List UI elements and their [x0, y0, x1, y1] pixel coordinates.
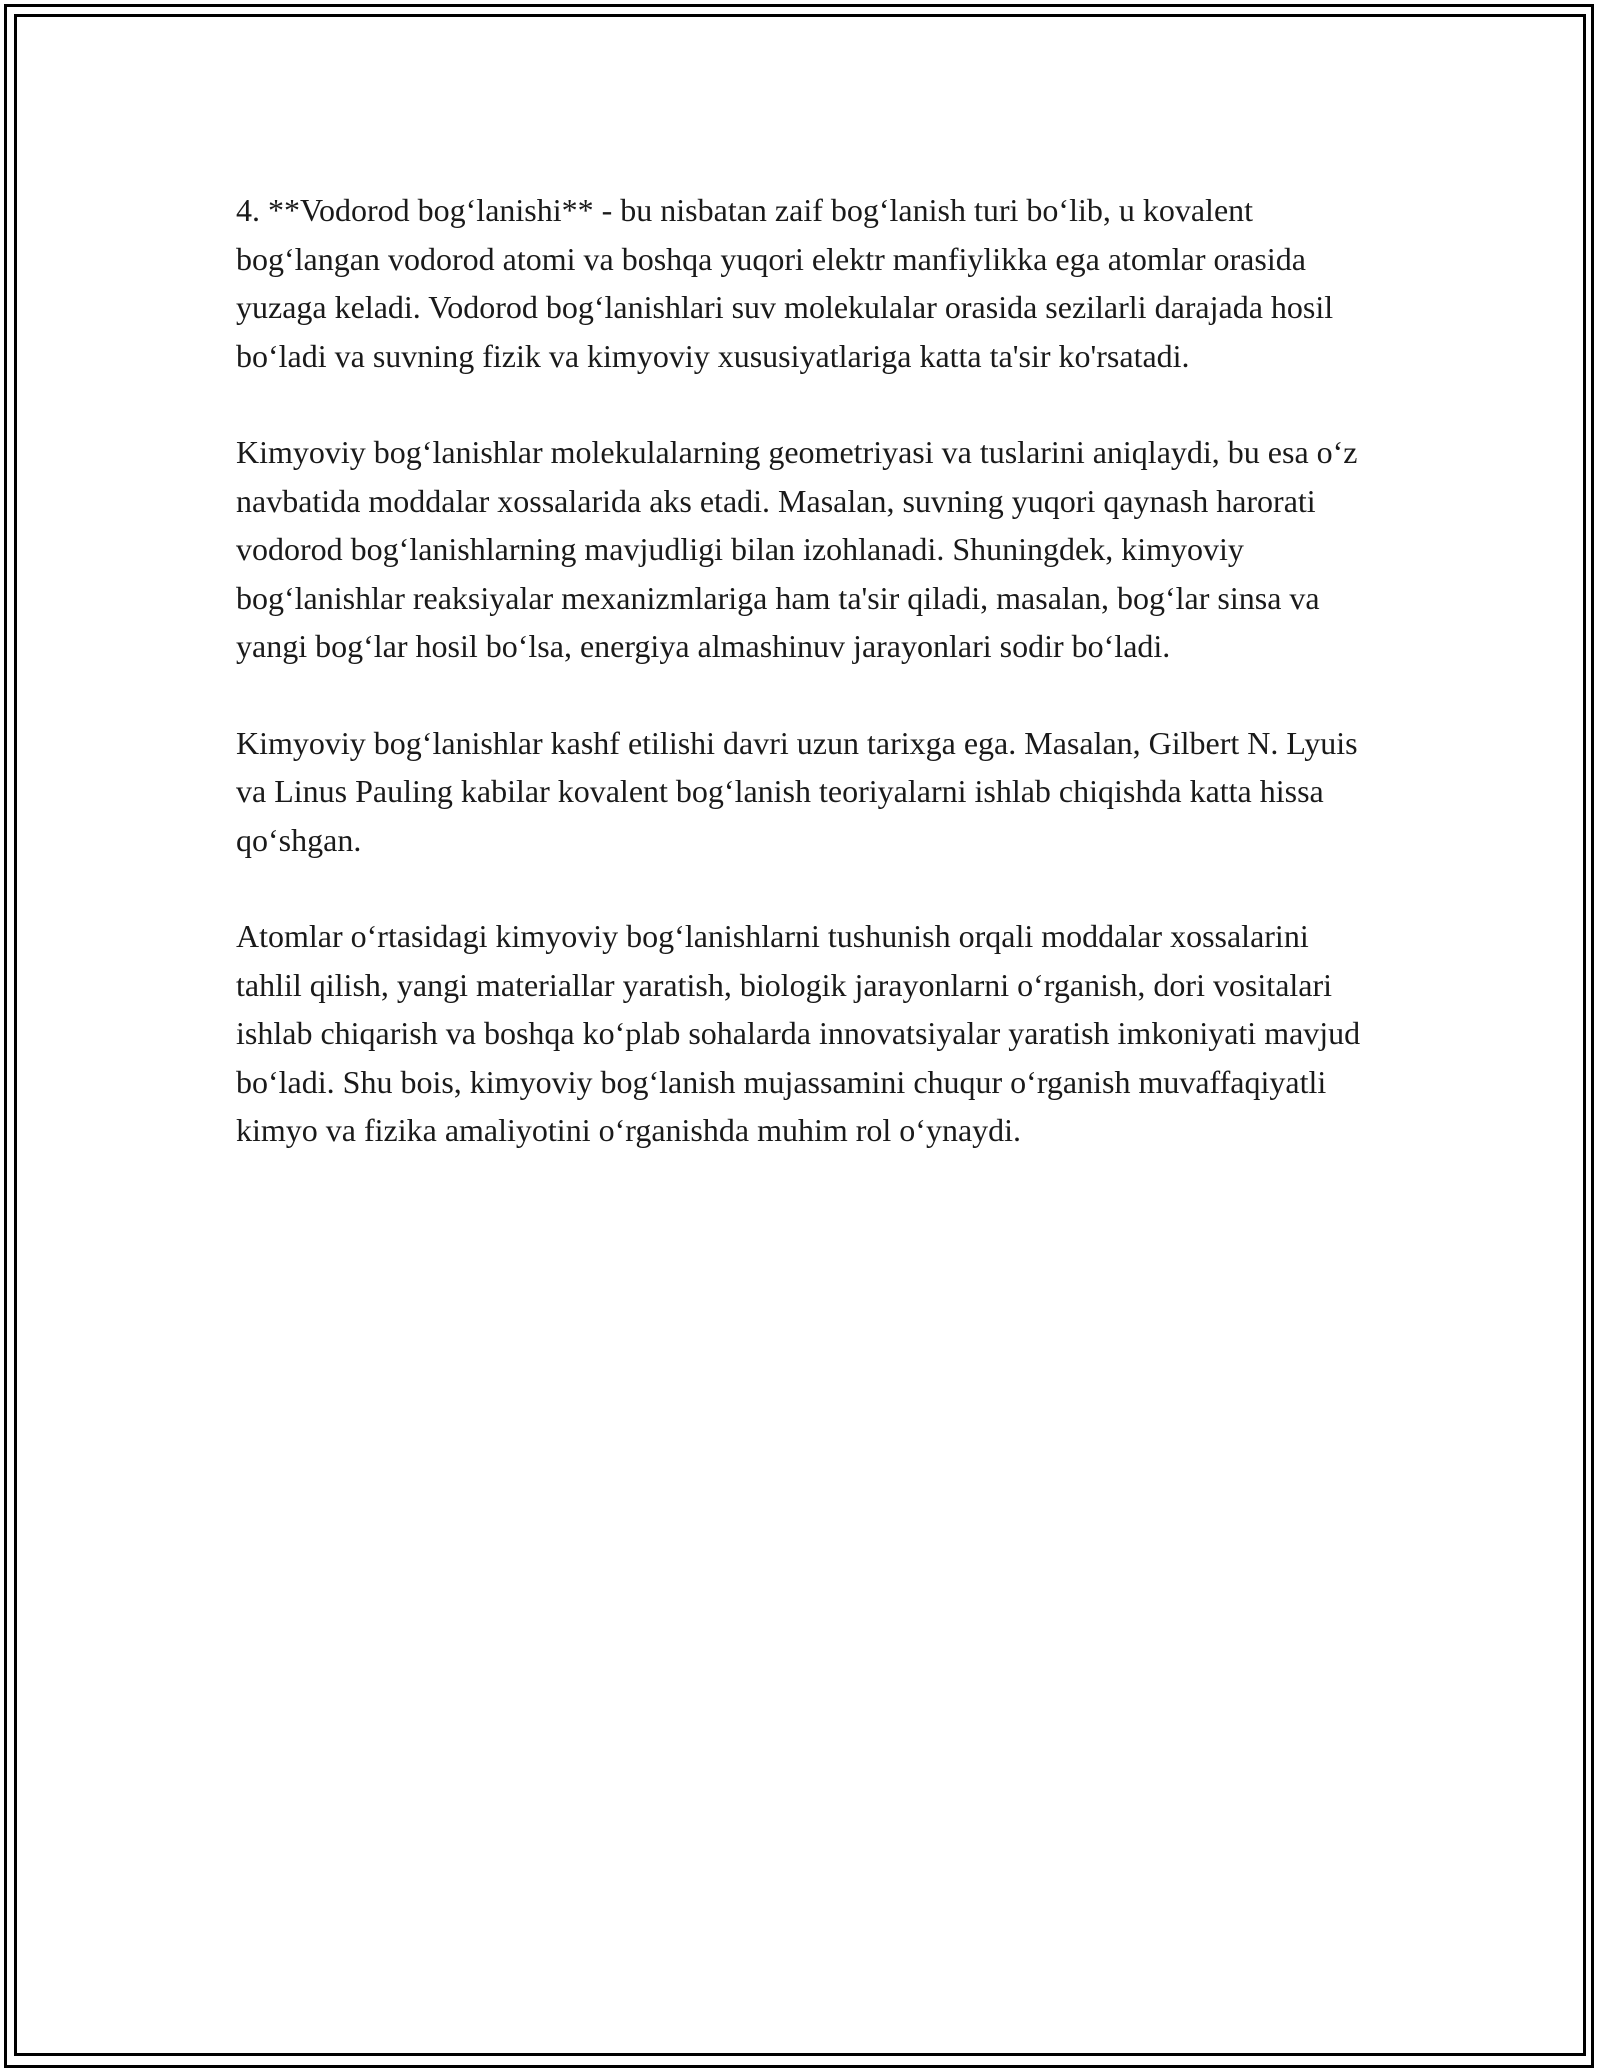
document-body [236, 186, 1366, 1203]
paragraph-hydrogen-bond: 4. **Vodorod bog‘lanishi** - bu nisbatan zaif bog‘lanish turi bo‘lib, u kovalent bog‘langan vodorod atomi va boshqa yuqori elektr manfiylikka ega atomlar orasida yuzaga keladi. Vodorod bog‘lanishlari suv molekulalar orasida sezilarli darajada hosil bo‘ladi va suvning fizik va kimyoviy xususiyatlariga katta ta'sir ko'rsatadi. [236, 192, 1334, 374]
paragraph-bond-geometry: Kimyoviy bog‘lanishlar molekulalarning geometriyasi va tuslarini aniqlaydi, bu esa o‘z navbatida moddalar xossalarida aks etadi. Masalan, suvning yuqori qaynash harorati vodorod bog‘lanishlarning mavjudligi bilan izohlanadi. Shuningdek, kimyoviy bog‘lanishlar reaksiyalar mexanizmlariga ham ta'sir qiladi, masalan, bog‘lar sinsa va yangi bog‘lar hosil bo‘lsa, energiya almashinuv jarayonlari sodir bo‘ladi. [236, 434, 1358, 664]
paragraph-bond-history: Kimyoviy bog‘lanishlar kashf etilishi davri uzun tarixga ega. Masalan, Gilbert N. Lyuis va Linus Pauling kabilar kovalent bog‘lanish teoriyalarni ishlab chiqishda katta hissa qo‘shgan. [236, 724, 1358, 858]
paragraph-bond-applications: Atomlar o‘rtasidagi kimyoviy bog‘lanishlarni tushunish orqali moddalar xossalarini tahlil qilish, yangi materiallar yaratish, biologik jarayonlarni o‘rganish, dori vositalari ishlab chiqarish va boshqa ko‘plab sohalarda innovatsiyalar yaratish imkoniyati mavjud bo‘ladi. Shu bois, kimyoviy bog‘lanish mujassamini chuqur o‘rganish muvaffaqiyatli kimyo va fizika amaliyotini o‘rganishda muhim rol o‘ynaydi. [236, 918, 1361, 1148]
